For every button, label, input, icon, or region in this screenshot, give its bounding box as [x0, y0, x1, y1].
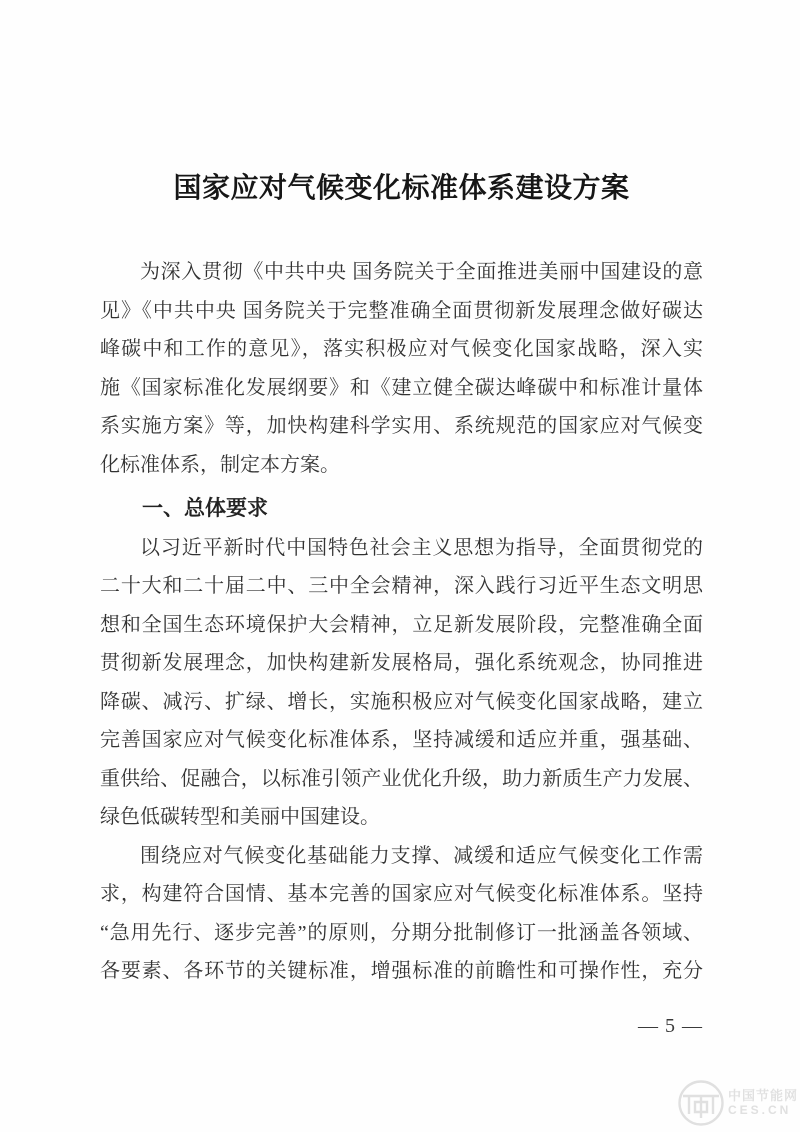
- paragraph-3-line-4: 各要素、各环节的关键标准，增强标准的前瞻性和可操作性，充分: [100, 960, 703, 982]
- paragraph-1-line-4: 施《国家标准化发展纲要》和《建立健全碳达峰碳中和标准计量体: [100, 376, 703, 399]
- section-heading-1: 一、总体要求: [142, 497, 268, 520]
- paragraph-2-line-3: 想和全国生态环境保护大会精神，立足新发展阶段，完整准确全面: [100, 613, 703, 636]
- paragraph-1-line-6: 化标准体系，制定本方案。: [100, 453, 340, 476]
- watermark-domain: CES.CN: [727, 1103, 792, 1117]
- watermark-text: [728, 1088, 798, 1118]
- paragraph-1-line-5: 系实施方案》等，加快构建科学实用、系统规范的国家应对气候变: [100, 415, 703, 437]
- paragraph-2-line-8: 绿色低碳转型和美丽中国建设。: [100, 806, 380, 828]
- ces-logo-icon: [676, 1078, 726, 1128]
- document-body: [100, 0, 703, 1039]
- paragraph-1-line-3: 峰碳中和工作的意见》，落实积极应对气候变化国家战略，深入实: [100, 338, 703, 360]
- watermark-site-name: 中国节能网: [727, 1088, 798, 1103]
- paragraph-3-line-1: 围绕应对气候变化基础能力支撑、减缓和适应气候变化工作需: [140, 844, 703, 867]
- paragraph-1-line-2: 见》《中共中央 国务院关于完整准确全面贯彻新发展理念做好碳达: [100, 299, 703, 322]
- document-title: 国家应对气候变化标准体系建设方案: [173, 173, 630, 204]
- paragraph-2-line-6: 完善国家应对气候变化标准体系，坚持减缓和适应并重，强基础、: [100, 729, 703, 751]
- paragraph-2-line-1: 以习近平新时代中国特色社会主义思想为指导，全面贯彻党的: [140, 536, 703, 559]
- paragraph-1-line-1: 为深入贯彻《中共中央 国务院关于全面推进美丽中国建设的意: [140, 261, 703, 283]
- paragraph-2-line-4: 贯彻新发展理念，加快构建新发展格局，强化系统观念，协同推进: [100, 652, 703, 674]
- paragraph-3-line-2: 求，构建符合国情、基本完善的国家应对气候变化标准体系。坚持: [100, 883, 703, 905]
- paragraph-2-line-5: 降碳、减污、扩绿、增长，实施积极应对气候变化国家战略，建立: [100, 690, 703, 713]
- page-number: — 5 —: [638, 1014, 703, 1037]
- watermark: [676, 1078, 798, 1128]
- paragraph-2-line-7: 重供给、促融合，以标准引领产业优化升级，助力新质生产力发展、: [100, 767, 703, 790]
- paragraph-3-line-3: “急用先行、逐步完善”的原则，分期分批制修订一批涵盖各领域、: [100, 921, 703, 944]
- paragraph-2-line-2: 二十大和二十届二中、三中全会精神，深入践行习近平生态文明思: [100, 575, 703, 597]
